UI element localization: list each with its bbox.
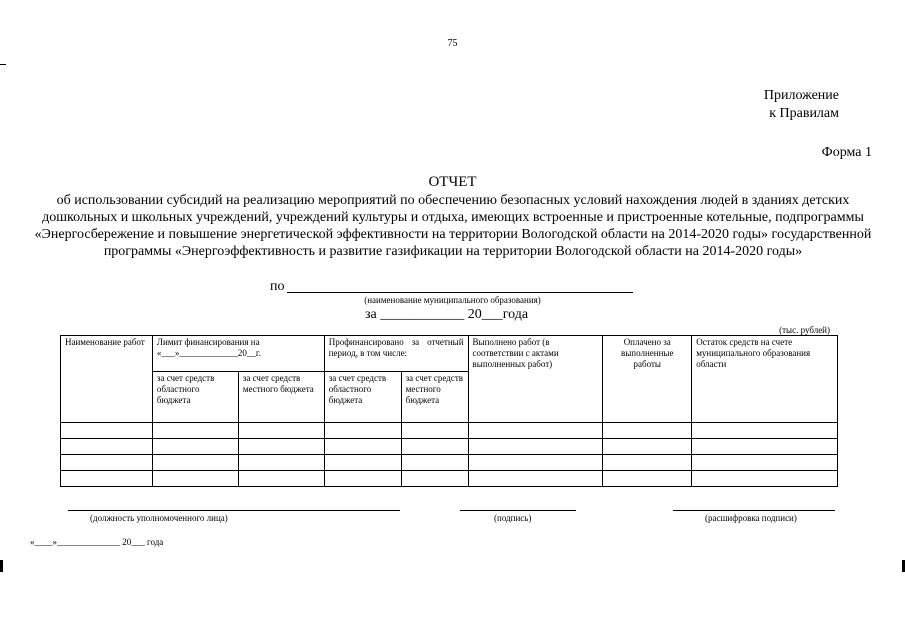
units-label: (тыс. рублей) (779, 325, 830, 335)
decoding-line[interactable] (673, 510, 835, 511)
municipality-line[interactable] (287, 292, 633, 293)
left-margin-mark (0, 64, 6, 65)
period-line: за ____________ 20___года (365, 307, 529, 322)
header-limit: Лимит финансирования на «___»_____________20__г. (152, 336, 324, 372)
table-header-row (61, 336, 838, 372)
report-table (60, 335, 838, 487)
date-line: «____»______________ 20___ года (30, 537, 164, 547)
po-label: по (270, 279, 285, 294)
header-balance: Остаток средств на счете муниципального образования области (692, 336, 838, 423)
header-done: Выполнено работ (в соответствии с актами выполненных работ) (468, 336, 603, 423)
subheader-limit-local: за счет средств местного бюджета (238, 372, 324, 423)
appendix-line-1: Приложение (763, 88, 839, 103)
report-subject: об использовании субсидий на реализацию мероприятий по обеспечению безопасных условий нахождения людей в зданиях детских дошкольных и школьных учреждений, учреждений культуры и отдыха, имеющих встроенные и пристроенные котельные, подпрограммы «Энергосбережение и повышение энергетической эффективности на территории Вологодской области на 2014-2020 годы» государственной программы «Энергоэффективность и развитие газификации на территории Вологодской области на 2014-2020 годы» (34, 193, 872, 259)
header-works: Наименование работ (61, 336, 153, 423)
page-number: 75 (447, 38, 458, 49)
signature-caption: (подпись) (494, 513, 532, 523)
form-label: Форма 1 (821, 145, 872, 160)
decoding-caption: (расшифровка подписи) (705, 513, 797, 523)
subheader-limit-regional: за счет средств областного бюджета (152, 372, 238, 423)
appendix-line-2: к Правилам (769, 106, 839, 121)
subheader-fin-regional: за счет средств областного бюджета (324, 372, 401, 423)
appendix-note (764, 87, 839, 123)
report-title: ОТЧЕТ (428, 174, 477, 190)
position-caption: (должность уполномоченного лица) (90, 513, 228, 523)
table-row (61, 439, 838, 455)
table-row (61, 471, 838, 487)
table-row (61, 423, 838, 439)
signature-line[interactable] (460, 510, 576, 511)
header-financed: Профинансировано за отчетный период, в том числе: (324, 336, 468, 372)
table-row (61, 455, 838, 471)
municipality-caption: (наименование муниципального образования) (364, 295, 541, 305)
position-line[interactable] (68, 510, 400, 511)
subheader-fin-local: за счет средств местного бюджета (401, 372, 468, 423)
left-edge-mark (0, 560, 3, 572)
header-paid: Оплачено за выполненные работы (603, 336, 692, 423)
